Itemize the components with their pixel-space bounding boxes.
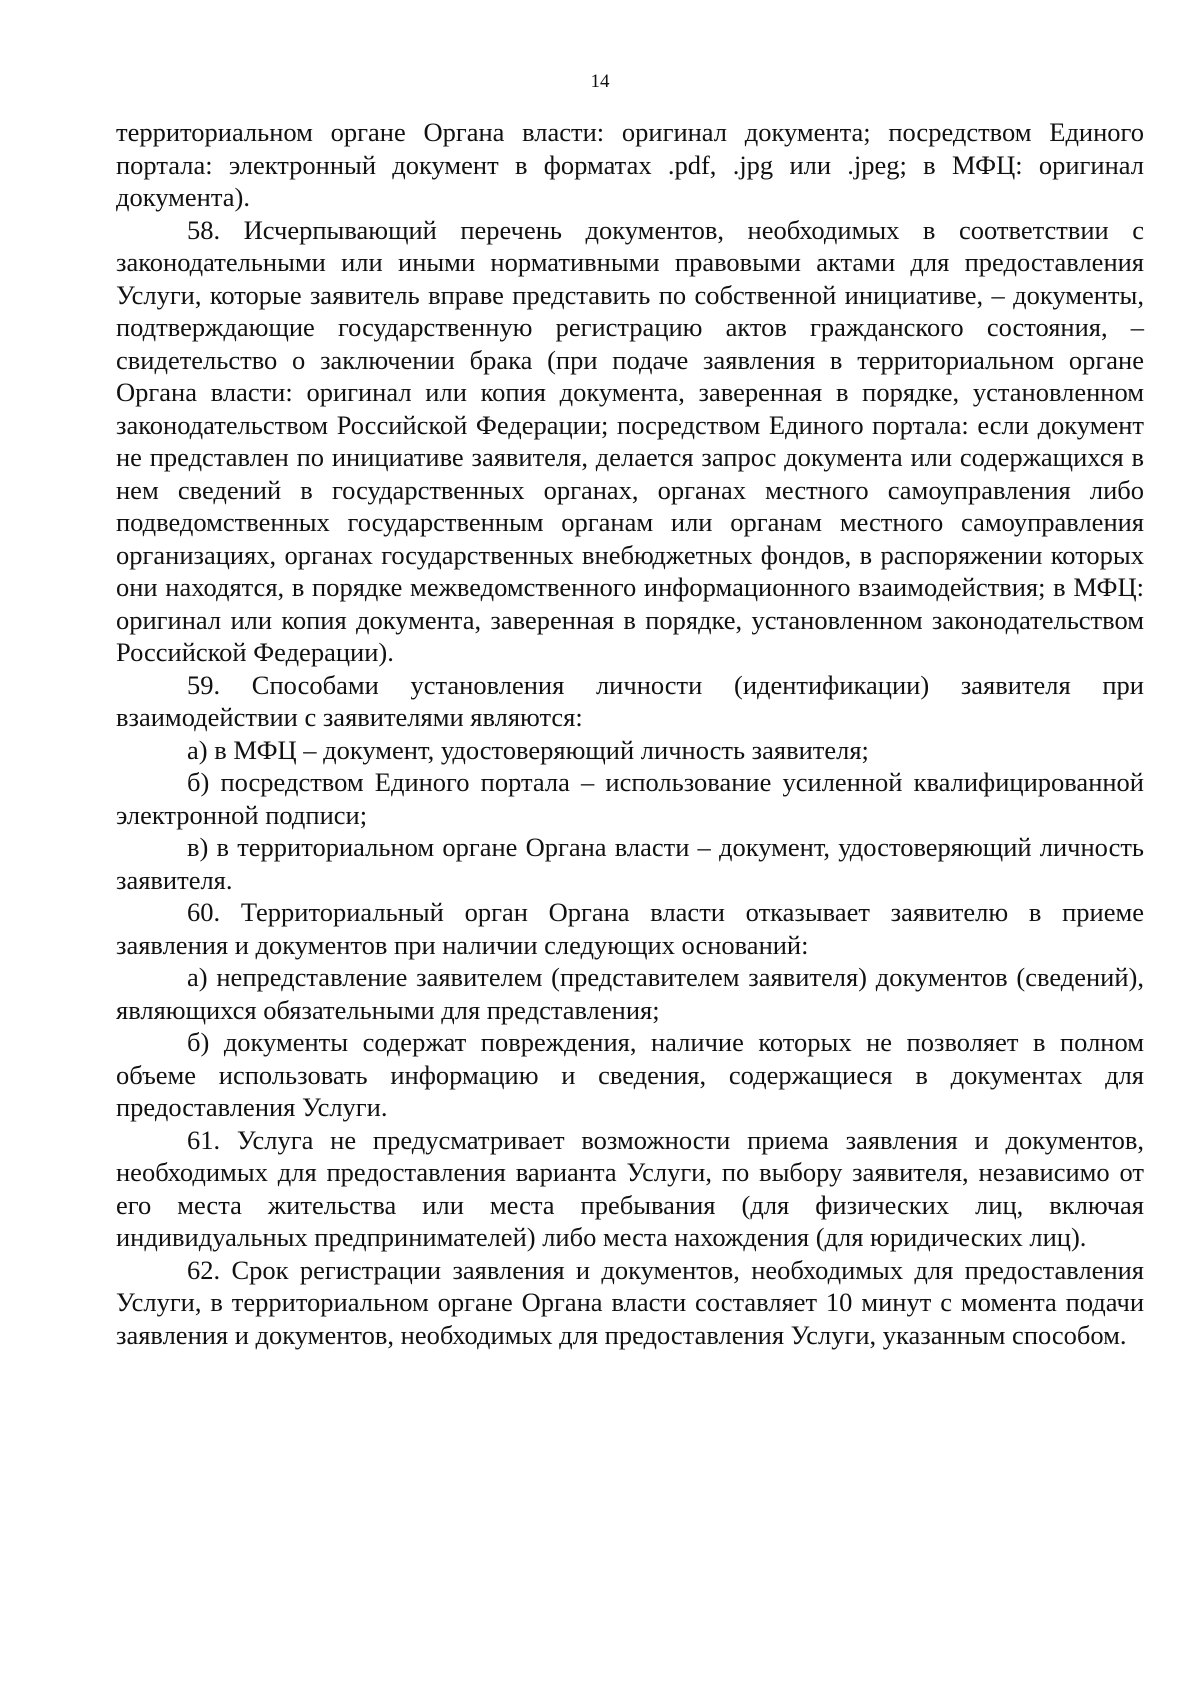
page-number: 14: [590, 71, 610, 92]
paragraph-59-a: а) в МФЦ – документ, удостоверяющий личность заявителя;: [187, 734, 869, 765]
paragraph-60: 60. Территориальный орган Органа власти отказывает заявителю в приеме заявления и документов при наличии следующих оснований:: [116, 897, 1144, 960]
paragraph-59: 59. Способами установления личности (идентификации) заявителя при взаимодействии с заявителями являются:: [116, 669, 1144, 732]
paragraph-59-b: б) посредством Единого портала – использование усиленной квалифицированной электронной подписи;: [116, 767, 1144, 830]
paragraph-continuation: территориальном органе Органа власти: оригинал документа; посредством Единого портала: электронный документ в форматах .pdf, .jpg или .jpeg; в МФЦ: оригинал документа).: [116, 117, 1144, 212]
paragraph-60-a: а) непредставление заявителем (представителем заявителя) документов (сведений), являющихся обязательными для представления;: [116, 962, 1144, 1025]
document-body: [116, 116, 1144, 1351]
paragraph-61: 61. Услуга не предусматривает возможности приема заявления и документов, необходимых для предоставления варианта Услуги, по выбору заявителя, независимо от его места жительства или места пребывания (для физических лиц, включая индивидуальных предпринимателей) либо места нахождения (для юридических лиц).: [116, 1124, 1144, 1252]
paragraph-62: 62. Срок регистрации заявления и документов, необходимых для предоставления Услуги, в территориальном органе Органа власти составляет 10 минут с момента подачи заявления и документов, необходимых для предоставления Услуги, указанным способом.: [116, 1254, 1144, 1350]
paragraph-58: 58. Исчерпывающий перечень документов, необходимых в соответствии с законодательными или иными нормативными правовыми актами для предоставления Услуги, которые заявитель вправе представить по собственной инициативе, – документы, подтверждающие государственную регистрацию актов гражданского состояния, – свидетельство о заключении брака (при подаче заявления в территориальном органе Органа власти: оригинал или копия документа, заверенная в порядке, установленном законодательством Российской Федерации; посредством Единого портала: если документ не представлен по инициативе заявителя, делается запрос документа или содержащихся в нем сведений в государственных органах, органах местного самоуправления либо подведомственных государственным органам или органам местного самоуправления организациях, органах государственных внебюджетных фондов, в распоряжении которых они находятся, в порядке межведомственного информационного взаимодействия; в МФЦ: оригинал или копия документа, заверенная в порядке, установленном законодательством Российской Федерации).: [116, 214, 1144, 667]
paragraph-59-v: в) в территориальном органе Органа власти – документ, удостоверяющий личность заявителя.: [116, 832, 1144, 895]
paragraph-60-b: б) документы содержат повреждения, наличие которых не позволяет в полном объеме использовать информацию и сведения, содержащиеся в документах для предоставления Услуги.: [116, 1027, 1144, 1122]
